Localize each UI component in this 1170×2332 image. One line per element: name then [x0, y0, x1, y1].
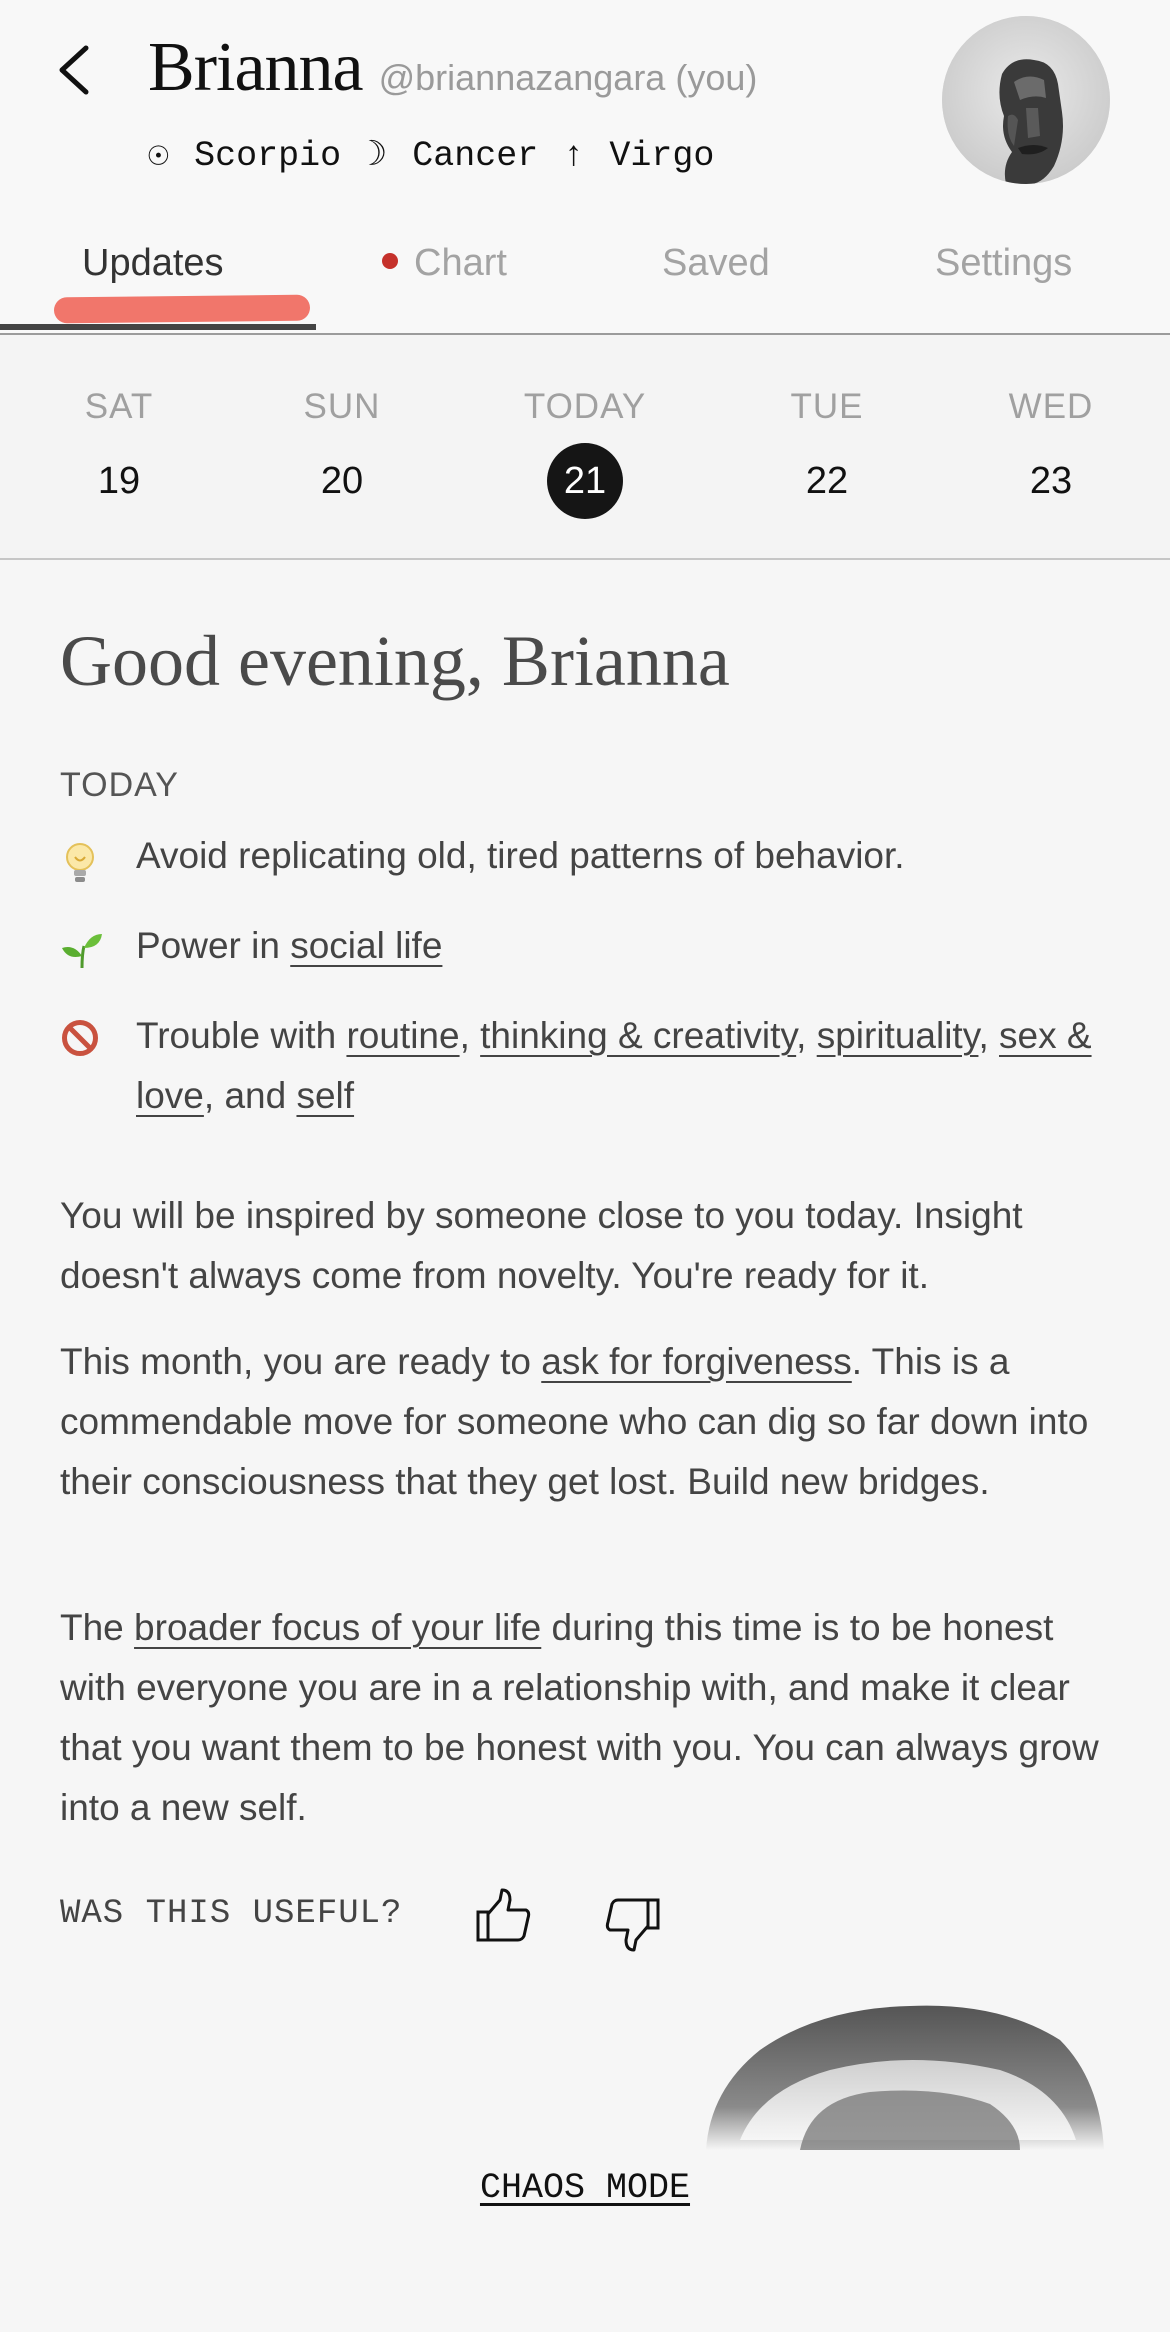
greeting-heading: Good evening, Brianna — [60, 621, 730, 701]
link-broader-focus[interactable]: broader focus of your life — [134, 1607, 542, 1648]
paragraph-inspired: You will be inspired by someone close to you today. Insight doesn't always come from novelty. You're ready for it. — [60, 1195, 1023, 1296]
trouble-link-spirituality[interactable]: spirituality — [816, 1015, 979, 1056]
tip-text: Avoid replicating old, tired patterns of behavior. — [136, 835, 905, 876]
chaos-mode-link[interactable]: CHAOS MODE — [479, 2168, 691, 2208]
list-item-power — [60, 916, 1120, 976]
trouble-link-sex-love[interactable]: sex & love — [136, 1015, 1092, 1116]
moon-sign: Cancer — [412, 136, 539, 176]
zodiac-signs — [148, 134, 718, 176]
list-item-trouble — [60, 1006, 1120, 1126]
sun-icon: ☉ — [148, 136, 170, 176]
separator: , — [978, 1015, 1000, 1056]
tab-active-highlight — [54, 295, 310, 324]
day-sun[interactable] — [242, 387, 442, 519]
day-label: WED — [1008, 387, 1094, 426]
day-wed[interactable] — [951, 387, 1151, 519]
profile-name-row — [148, 28, 757, 108]
day-selector — [0, 335, 1170, 560]
day-tue[interactable] — [727, 387, 927, 519]
separator-and: , and — [203, 1075, 297, 1116]
prohibited-icon — [60, 1018, 100, 1058]
seedling-icon — [60, 926, 104, 970]
tab-bar — [0, 220, 1170, 335]
day-number: 19 — [97, 460, 141, 502]
tab-chart-label: Chart — [414, 242, 507, 284]
today-section-label: TODAY — [60, 766, 179, 804]
day-label: TUE — [790, 387, 864, 426]
separator: , — [796, 1015, 817, 1056]
back-arrow-icon[interactable] — [52, 40, 102, 100]
trouble-link-thinking-creativity[interactable]: thinking & creativity — [480, 1015, 797, 1056]
tab-chart[interactable] — [382, 242, 507, 285]
power-link-social-life[interactable]: social life — [290, 925, 443, 966]
profile-name: Brianna — [148, 29, 363, 106]
paragraph-broader-focus — [60, 1598, 1120, 1838]
profile-handle: @briannazangara (you) — [378, 57, 758, 98]
tab-active-underline — [0, 324, 316, 330]
avatar[interactable] — [942, 16, 1110, 184]
paragraph-text: . This is a commendable move for someone who can dig so far down into their consciousness that they get lost. Build new bridges. — [60, 1341, 1089, 1502]
tab-updates[interactable]: Updates — [82, 242, 224, 284]
paragraph-text: This month, you are ready to — [60, 1341, 542, 1382]
profile-header — [0, 0, 1170, 220]
notification-dot — [382, 253, 398, 269]
trouble-link-self[interactable]: self — [296, 1075, 355, 1116]
day-number: 20 — [320, 460, 364, 502]
trouble-prefix: Trouble with — [136, 1015, 347, 1056]
day-number: 23 — [1029, 460, 1073, 502]
trouble-link-routine[interactable]: routine — [346, 1015, 460, 1056]
day-label: SAT — [84, 387, 154, 426]
tab-saved[interactable]: Saved — [662, 242, 770, 284]
paragraph-text: The — [60, 1607, 135, 1648]
thumbs-up-icon[interactable] — [474, 1886, 534, 1946]
day-label: TODAY — [523, 387, 647, 426]
day-today[interactable] — [485, 387, 685, 519]
rising-arrow-icon: ↑ — [563, 136, 585, 176]
paragraph-text: during this time is to be honest with everyone you are in a relationship with, and make it clear that you want them to be honest with you. You can always grow into a new self. — [60, 1607, 1099, 1828]
rock-illustration — [700, 2000, 1110, 2170]
sculpture-face-image — [942, 16, 1110, 184]
separator: , — [459, 1015, 481, 1056]
day-number-selected: 21 — [547, 443, 623, 519]
paragraph-forgiveness — [60, 1332, 1120, 1512]
day-label: SUN — [303, 387, 381, 426]
link-ask-for-forgiveness[interactable]: ask for forgiveness — [541, 1341, 852, 1382]
feedback-question: WAS THIS USEFUL? — [60, 1895, 403, 1933]
lightbulb-icon — [60, 840, 100, 888]
day-sat[interactable] — [19, 387, 219, 519]
tab-settings[interactable]: Settings — [935, 242, 1073, 284]
list-item-tip — [60, 826, 1120, 893]
day-number: 22 — [805, 460, 849, 502]
sun-sign: Scorpio — [194, 136, 342, 176]
moon-icon: ☽ — [366, 136, 388, 176]
rising-sign: Virgo — [609, 136, 715, 176]
power-prefix: Power in — [136, 925, 291, 966]
thumbs-down-icon[interactable] — [602, 1894, 662, 1954]
